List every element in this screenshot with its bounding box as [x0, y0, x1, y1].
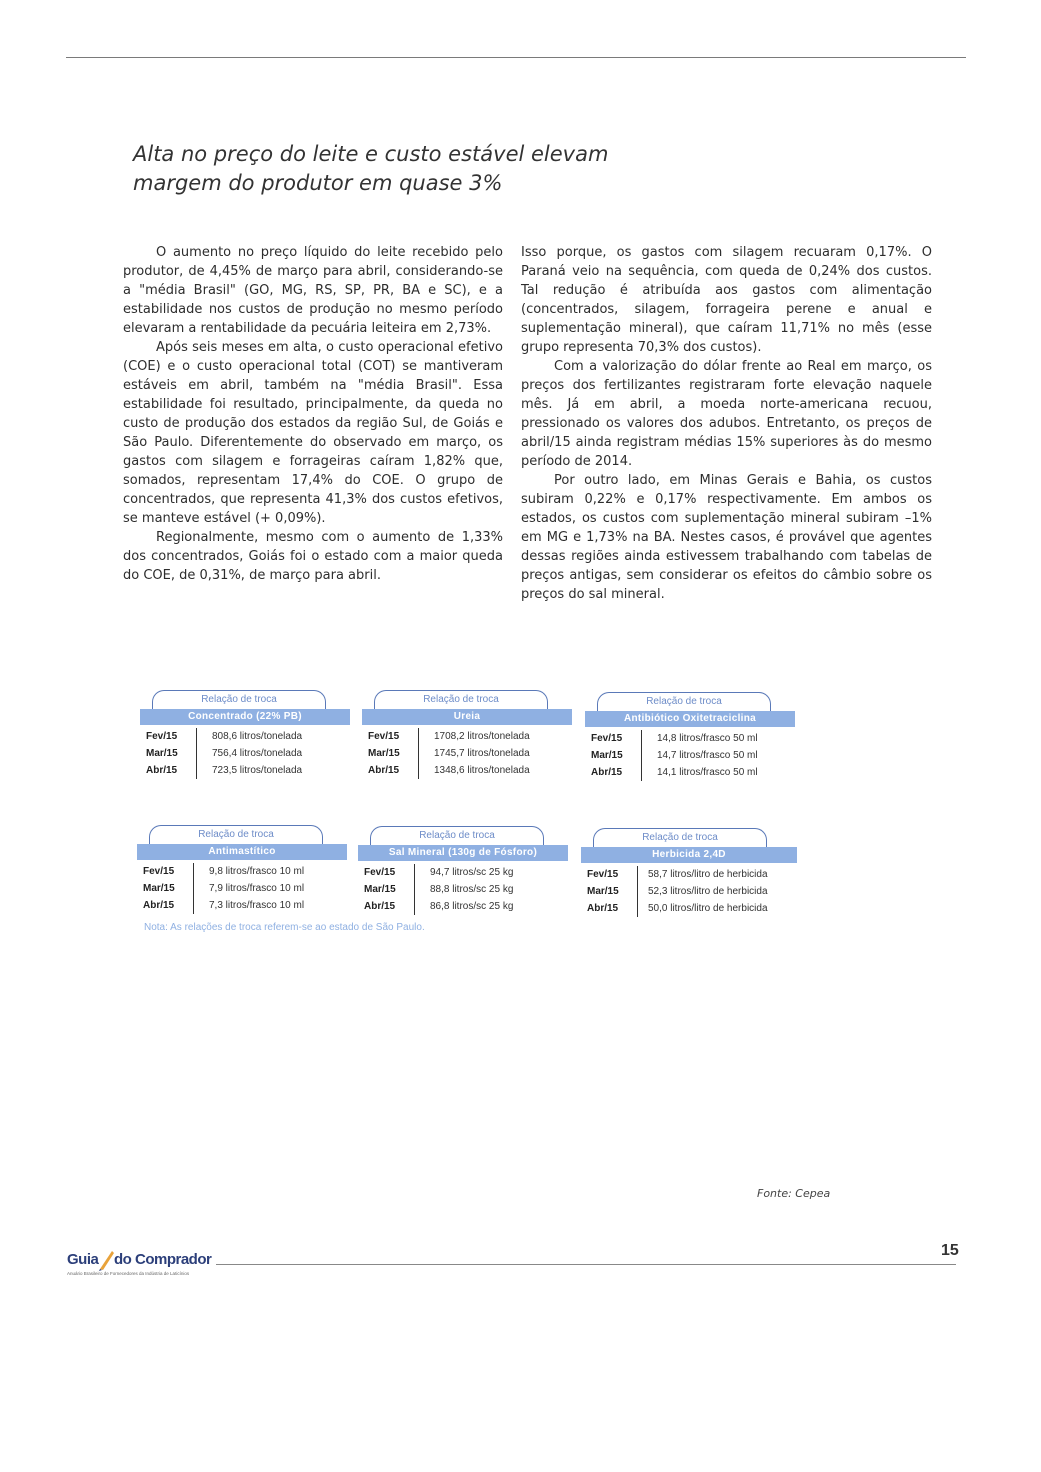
month-label: Abr/15 — [143, 900, 175, 911]
paragraph: Com a valorização do dólar frente ao Real em março, os preços dos fertilizantes registraram forte elevação naquele mês. Já em abril, a moeda norte-americana recuou, pressionado os valores dos adubos. Entretanto, os preços de abril/15 ainda registram médias 15% superiores às do mesmo período de 2014. — [521, 359, 932, 469]
paragraph: Regionalmente, mesmo com o aumento de 1,33% dos concentrados, Goiás foi o estado com a maior queda do COE, de 0,31%, de março para abril. — [123, 530, 503, 583]
table-tab: Relação de troca — [152, 690, 326, 709]
month-label: Abr/15 — [591, 767, 623, 778]
month-label: Mar/15 — [146, 748, 178, 759]
table-tab: Relação de troca — [593, 828, 767, 847]
month-label: Fev/15 — [364, 867, 396, 878]
table-tab: Relação de troca — [149, 825, 323, 844]
table-header: Antimastítico — [137, 844, 347, 860]
month-label: Abr/15 — [368, 765, 400, 776]
exchange-table-concentrado — [140, 690, 350, 779]
title-line-2: margem do produtor em quase 3% — [133, 171, 503, 195]
month-label: Mar/15 — [587, 886, 619, 897]
table-value: 86,8 litros/sc 25 kg — [430, 901, 514, 912]
table-value: 50,0 litros/litro de herbicida — [648, 903, 768, 914]
logo-do-comprador-text: do Comprador — [114, 1251, 212, 1268]
paragraph: O aumento no preço líquido do leite recebido pelo produtor, de 4,45% de março para abril, considerando-se a "média Brasil" (GO, MG, RS, SP, PR, BA e SC), e a estabilidade nos custos de produção no mesmo período elevaram a rentabilidade da pecuária leiteira em 2,73%. — [123, 245, 503, 336]
month-label: Mar/15 — [364, 884, 396, 895]
logo-tagline: Anuário Brasileiro de Fornecedores da Indústria de Laticínios — [67, 1271, 190, 1276]
table-value: 1348,6 litros/tonelada — [434, 765, 530, 776]
table-header: Concentrado (22% PB) — [140, 709, 350, 725]
table-value: 14,7 litros/frasco 50 ml — [657, 750, 758, 761]
table-note: Nota: As relações de troca referem-se ao estado de São Paulo. — [144, 922, 425, 933]
table-value: 7,3 litros/frasco 10 ml — [209, 900, 305, 911]
table-tab: Relação de troca — [374, 690, 548, 709]
source-credit: Fonte: Cepea — [757, 1187, 831, 1200]
table-value: 9,8 litros/frasco 10 ml — [209, 866, 305, 877]
footer-rule — [216, 1264, 956, 1265]
guia-do-comprador-logo — [67, 1251, 217, 1281]
month-label: Fev/15 — [591, 733, 623, 744]
exchange-table-antibiotico — [585, 692, 795, 781]
title-line-1: Alta no preço do leite e custo estável elevam — [133, 142, 609, 166]
paragraph: Após seis meses em alta, o custo operacional efetivo (COE) e o custo operacional total (COT) se mantiveram estáveis em abril, também na "média Brasil". Essa estabilidade foi resultado, principalmente, da queda no custo de produção dos estados da região Sul, de Goiás e São Paulo. Diferentemente do observado em março, os gastos com silagem e forrageiras caíram 1,82% que, somados, representam 17,4% do COE. O grupo de concentrados, que representa 41,3% dos custos efetivos, se manteve estável (+ 0,09%). — [123, 340, 503, 526]
table-header: Ureia — [362, 709, 572, 725]
month-label: Mar/15 — [143, 883, 175, 894]
table-value: 756,4 litros/tonelada — [212, 748, 303, 759]
month-label: Mar/15 — [591, 750, 623, 761]
table-value: 723,5 litros/tonelada — [212, 765, 303, 776]
month-label: Fev/15 — [368, 731, 400, 742]
exchange-table-antimastitico — [137, 825, 347, 914]
table-value: 94,7 litros/sc 25 kg — [430, 867, 514, 878]
table-value: 7,9 litros/frasco 10 ml — [209, 883, 305, 894]
month-label: Fev/15 — [143, 866, 175, 877]
table-value: 88,8 litros/sc 25 kg — [430, 884, 514, 895]
table-tab: Relação de troca — [370, 826, 544, 845]
table-header: Sal Mineral (130g de Fósforo) — [358, 845, 568, 861]
right-column — [521, 243, 932, 604]
top-rule — [66, 57, 966, 58]
table-value: 58,7 litros/litro de herbicida — [648, 869, 768, 880]
article-title — [133, 140, 693, 198]
month-label: Abr/15 — [587, 903, 619, 914]
month-label: Fev/15 — [146, 731, 178, 742]
table-value: 14,8 litros/frasco 50 ml — [657, 733, 758, 744]
logo-guia-text: Guia — [67, 1251, 99, 1268]
table-value: 52,3 litros/litro de herbicida — [648, 886, 768, 897]
table-value: 808,6 litros/tonelada — [212, 731, 303, 742]
paragraph: Por outro lado, em Minas Gerais e Bahia, os custos subiram 0,22% e 0,17% respectivamente. Em ambos os estados, os custos com suplementação mineral subiram –1% em MG e 1,73% na BA. Nestes casos, é provável que agentes dessas regiões ainda estivessem trabalhando com tabelas de preços antigas, sem considerar os efeitos do câmbio sobre os preços do sal mineral. — [521, 473, 932, 602]
month-label: Abr/15 — [364, 901, 396, 912]
month-label: Abr/15 — [146, 765, 178, 776]
left-column — [123, 243, 503, 585]
table-header: Antibiótico Oxitetraciclina — [585, 711, 795, 727]
table-value: 1745,7 litros/tonelada — [434, 748, 530, 759]
table-header: Herbicida 2,4D — [581, 847, 797, 863]
exchange-table-sal-mineral — [358, 826, 568, 915]
exchange-table-herbicida — [581, 828, 797, 917]
pen-icon — [97, 1249, 115, 1271]
month-label: Fev/15 — [587, 869, 619, 880]
table-tab: Relação de troca — [597, 692, 771, 711]
paragraph: Isso porque, os gastos com silagem recuaram 0,17%. O Paraná veio na sequência, com queda de 0,24% dos custos. Tal redução é atribuída aos gastos com alimentação (concentrados, silagem, forrageira perene e anual e suplementação mineral), que caíram 11,71% no mês (esse grupo representa 70,3% dos custos). — [521, 245, 932, 355]
exchange-table-ureia — [362, 690, 572, 779]
page-number: 15 — [941, 1242, 959, 1259]
month-label: Mar/15 — [368, 748, 400, 759]
table-value: 1708,2 litros/tonelada — [434, 731, 530, 742]
table-value: 14,1 litros/frasco 50 ml — [657, 767, 758, 778]
